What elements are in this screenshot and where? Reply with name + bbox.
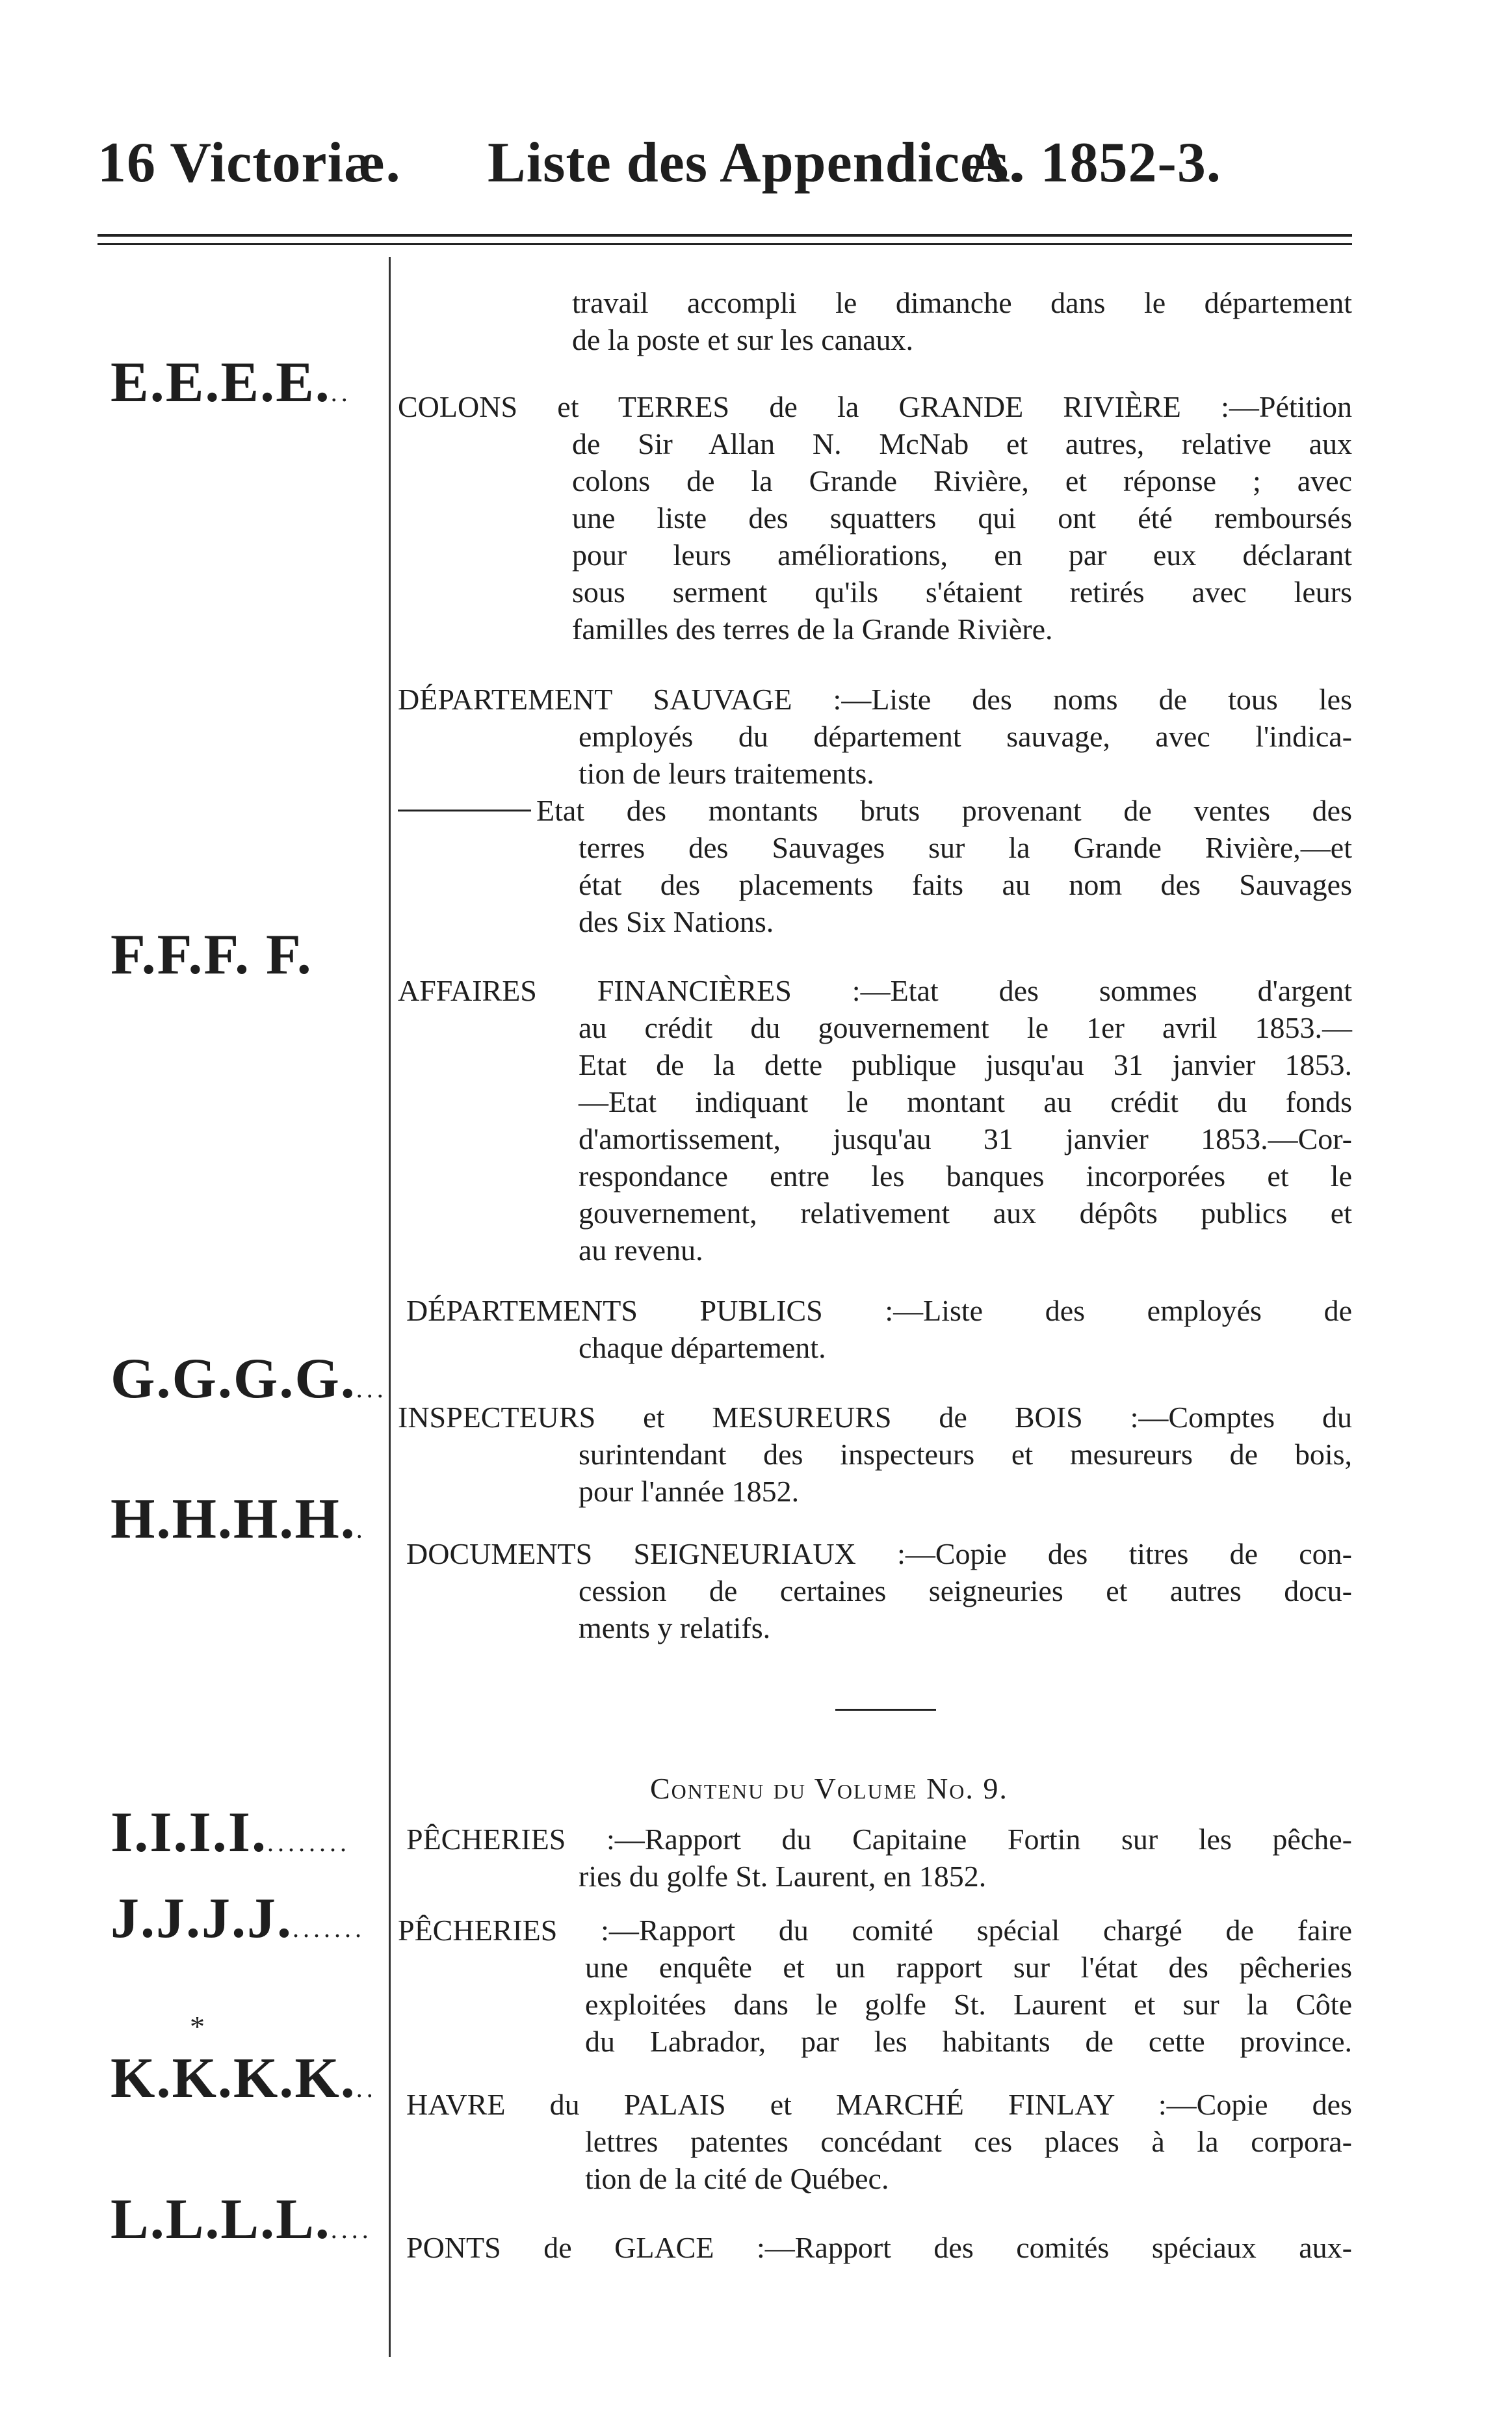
appendix-label: F.F.F. F. [111,923,313,986]
entry-heading: PÊCHERIES :—Rapport du comité spécial chargé de faire [398,1914,1352,1947]
entry-heading: Etat des montants bruts provenant de ventes des [536,794,1352,827]
entry-line: respondance entre les banques incorporées et le [579,1159,1352,1193]
appendix-label: G.G.G.G.... [111,1347,387,1410]
entry-line: d'amortissement, jusqu'au 31 janvier 1853.—Cor- [579,1122,1352,1155]
appendix-label: J.J.J.J........ [111,1887,365,1950]
entry-line: cession de certaines seigneuries et autres docu- [579,1574,1352,1607]
section-heading: Contenu du Volume No. 9. [650,1772,1008,1805]
entry-heading: AFFAIRES FINANCIÈRES :—Etat des sommes d'argent [398,974,1352,1007]
asterisk-mark: * [190,2010,205,2043]
header-rule-bottom [98,243,1352,245]
appendix-label: L.L.L.L..... [111,2188,372,2251]
entry-line: de Sir Allan N. McNab et autres, relative aux [572,427,1352,460]
section-separator [835,1709,936,1711]
entry-heading: DÉPARTEMENTS PUBLICS :—Liste des employés de [406,1294,1352,1327]
entry-line: tion de leurs traitements. [579,757,874,790]
entry-line: de la poste et sur les canaux. [572,323,913,356]
appendix-label: K.K.K.K... [111,2047,377,2110]
entry-line: état des placements faits au nom des Sauvages [579,868,1352,901]
entry-heading: DOCUMENTS SEIGNEURIAUX :—Copie des titres de con- [406,1537,1352,1570]
entry-line: terres des Sauvages sur la Grande Rivière,—et [579,831,1352,864]
page-header [98,130,1352,202]
entry-line: ments y relatifs. [579,1611,771,1644]
entry-line: une enquête et un rapport sur l'état des pêcheries [585,1951,1352,1984]
entry-heading: PÊCHERIES :—Rapport du Capitaine Fortin sur les pêche- [406,1823,1352,1856]
entry-heading: HAVRE du PALAIS et MARCHÉ FINLAY :—Copie des [406,2088,1352,2121]
entry-line: —Etat indiquant le montant au crédit du fonds [579,1085,1352,1118]
entry-line: sous serment qu'ils s'étaient retirés avec leurs [572,575,1352,609]
entry-line: pour leurs améliorations, en par eux déclarant [572,538,1352,572]
entry-line: surintendant des inspecteurs et mesureurs de bois, [579,1438,1352,1471]
entry-line: ries du golfe St. Laurent, en 1852. [579,1860,987,1893]
entry-line: au revenu. [579,1233,703,1267]
entry-line: Etat de la dette publique jusqu'au 31 janvier 1853. [579,1048,1352,1081]
entry-line: colons de la Grande Rivière, et réponse ; avec [572,464,1352,497]
appendix-label: H.H.H.H.. [111,1488,367,1551]
entry-line: tion de la cité de Québec. [585,2162,889,2195]
column-divider [389,257,391,2357]
entry-line: pour l'année 1852. [579,1475,800,1508]
entry-line: une liste des squatters qui ont été remboursés [572,501,1352,534]
header-session: 16 Victoriæ. [98,131,401,194]
entry-line: des Six Nations. [579,905,774,938]
ditto-dash [398,810,531,811]
entry-heading: INSPECTEURS et MESUREURS de BOIS :—Comptes du [398,1401,1352,1434]
entry-line: travail accompli le dimanche dans le département [572,286,1352,319]
entry-line: lettres patentes concédant ces places à la corpora- [585,2125,1352,2158]
entry-heading: PONTS de GLACE :—Rapport des comités spéciaux aux- [406,2231,1352,2264]
appendix-label: I.I.I.I......... [111,1801,350,1864]
header-rule-top [98,234,1352,237]
entry-line: employés du département sauvage, avec l'indica- [579,720,1352,753]
entry-line: au crédit du gouvernement le 1er avril 1853.— [579,1011,1352,1044]
entry-heading: COLONS et TERRES de la GRANDE RIVIÈRE :—Pétition [398,390,1352,423]
entry-line: du Labrador, par les habitants de cette province. [585,2025,1352,2058]
entry-line: gouvernement, relativement aux dépôts publics et [579,1196,1352,1230]
entry-line: exploitées dans le golfe St. Laurent et sur la Côte [585,1988,1352,2021]
entry-line: familles des terres de la Grande Rivière. [572,613,1053,646]
header-year: A. 1852-3. [969,131,1221,194]
entry-line: chaque département. [579,1331,826,1364]
appendix-label: E.E.E.E... [111,351,352,414]
entry-heading: DÉPARTEMENT SAUVAGE :—Liste des noms de tous les [398,683,1352,716]
header-title: Liste des Appendices. [488,131,1024,194]
